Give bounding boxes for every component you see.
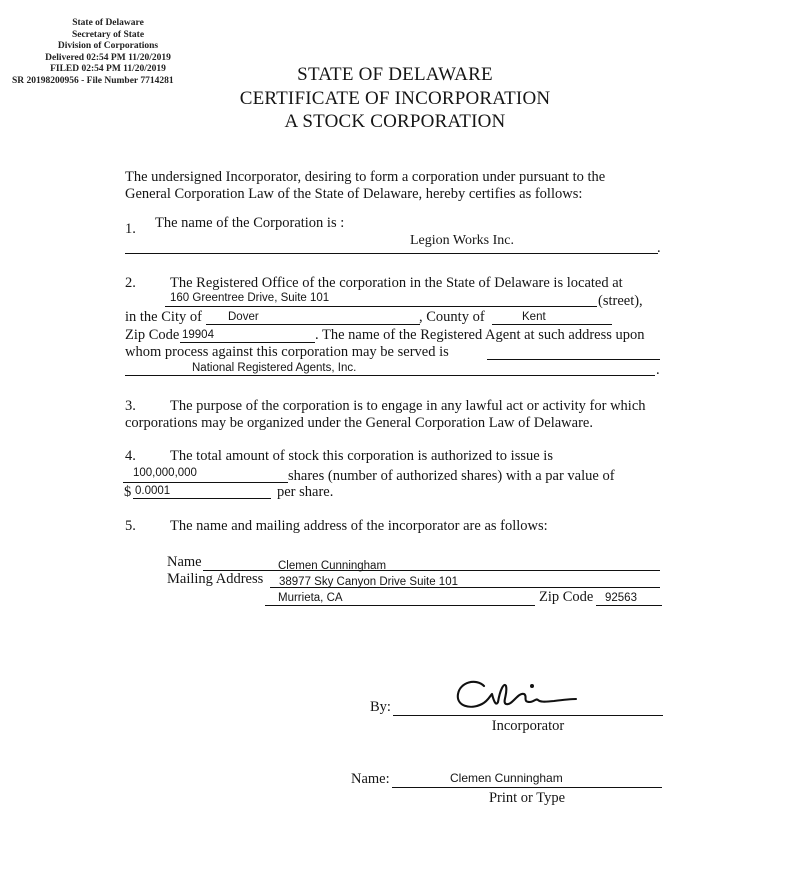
corporation-name-line [125, 253, 658, 254]
incorporator-name-label: Name [167, 554, 202, 570]
street-label: (street), [598, 293, 643, 309]
par-value-line [133, 498, 271, 499]
intro-line-1: The undersigned Incorporator, desiring to form a corporation under pursuant to the [125, 169, 606, 185]
mailing-address-label: Mailing Address [167, 571, 264, 587]
by-label: By: [370, 699, 391, 715]
agent-value: National Registered Agents, Inc. [192, 362, 357, 374]
agent-text: . The name of the Registered Agent at such address upon [315, 327, 645, 343]
city-line [206, 324, 420, 325]
county-label: , County of [419, 309, 485, 325]
address-city-value: Murrieta, CA [278, 592, 343, 604]
zip-label: Zip Code [125, 327, 180, 343]
section-5-text: The name and mailing address of the incorporator are as follows: [170, 518, 548, 534]
section-3-line-2: corporations may be organized under the General Corporation Law of Delaware. [125, 415, 593, 431]
signer-name-value: Clemen Cunningham [450, 771, 563, 785]
address-zip-line [596, 605, 662, 606]
stamp-file-number: SR 20198200956 - File Number 7714281 [12, 75, 174, 86]
mailing-address-value: 38977 Sky Canyon Drive Suite 101 [279, 576, 458, 588]
agent-line-1 [487, 359, 660, 360]
document-title [200, 63, 590, 134]
shares-label: shares (number of authorized shares) with a par value of [288, 468, 615, 484]
signature-line [393, 715, 663, 716]
section-1-end: . [657, 240, 661, 256]
section-2-number: 2. [125, 275, 136, 291]
per-share-label: per share. [277, 484, 334, 500]
street-line [165, 306, 597, 307]
address-zip-label: Zip Code [539, 589, 594, 605]
section-3-number: 3. [125, 398, 136, 414]
stamp-line: Secretary of State [71, 29, 145, 40]
county-value: Kent [522, 311, 546, 323]
signer-name-label: Name: [351, 771, 390, 787]
incorporator-name-value: Clemen Cunningham [278, 560, 387, 572]
stamp-line: State of Delaware [72, 18, 144, 28]
section-1-number: 1. [125, 221, 136, 237]
zip-line [180, 342, 315, 343]
section-2-text: The Registered Office of the corporation in the State of Delaware is located at [170, 275, 623, 291]
section-4-number: 4. [125, 448, 136, 464]
stamp-line: Delivered 02:54 PM 11/20/2019 [45, 52, 171, 63]
intro-line-2: General Corporation Law of the State of Delaware, hereby certifies as follows: [125, 186, 583, 202]
agent-line-2 [125, 375, 655, 376]
section-1-text: The name of the Corporation is : [155, 215, 345, 231]
section-4-line-1: The total amount of stock this corporation is authorized to issue is [170, 448, 553, 464]
title-line-1: STATE OF DELAWARE [297, 64, 493, 85]
city-label: in the City of [125, 309, 202, 325]
shares-value: 100,000,000 [133, 467, 197, 479]
street-value: 160 Greentree Drive, Suite 101 [170, 292, 330, 304]
address-zip-value: 92563 [605, 592, 637, 604]
incorporator-role: Incorporator [491, 718, 565, 734]
shares-line [123, 482, 288, 483]
incorporator-name-line [203, 570, 660, 571]
stamp-line: Division of Corporations [57, 41, 159, 52]
stamp-line: FILED 02:54 PM 11/20/2019 [50, 64, 166, 75]
filing-stamp [12, 18, 198, 88]
corporation-name-value: Legion Works Inc. [410, 233, 514, 248]
title-line-3: A STOCK CORPORATION [284, 111, 506, 132]
agent-text-2: whom process against this corporation may be served is [125, 344, 449, 360]
section-5-number: 5. [125, 518, 136, 534]
incorporator-signature [450, 672, 580, 716]
zip-value: 19904 [182, 329, 214, 341]
par-value: 0.0001 [135, 485, 171, 497]
county-line [492, 324, 612, 325]
section-2-end: . [656, 362, 660, 378]
address-city-line [265, 605, 535, 606]
city-value: Dover [228, 311, 259, 323]
signer-name-line [392, 787, 662, 788]
section-3-line-1: The purpose of the corporation is to engage in any lawful act or activity for which [170, 398, 646, 414]
dollar-sign: $ [124, 484, 132, 500]
print-or-type-label: Print or Type [488, 790, 566, 806]
title-line-2: CERTIFICATE OF INCORPORATION [239, 87, 551, 109]
